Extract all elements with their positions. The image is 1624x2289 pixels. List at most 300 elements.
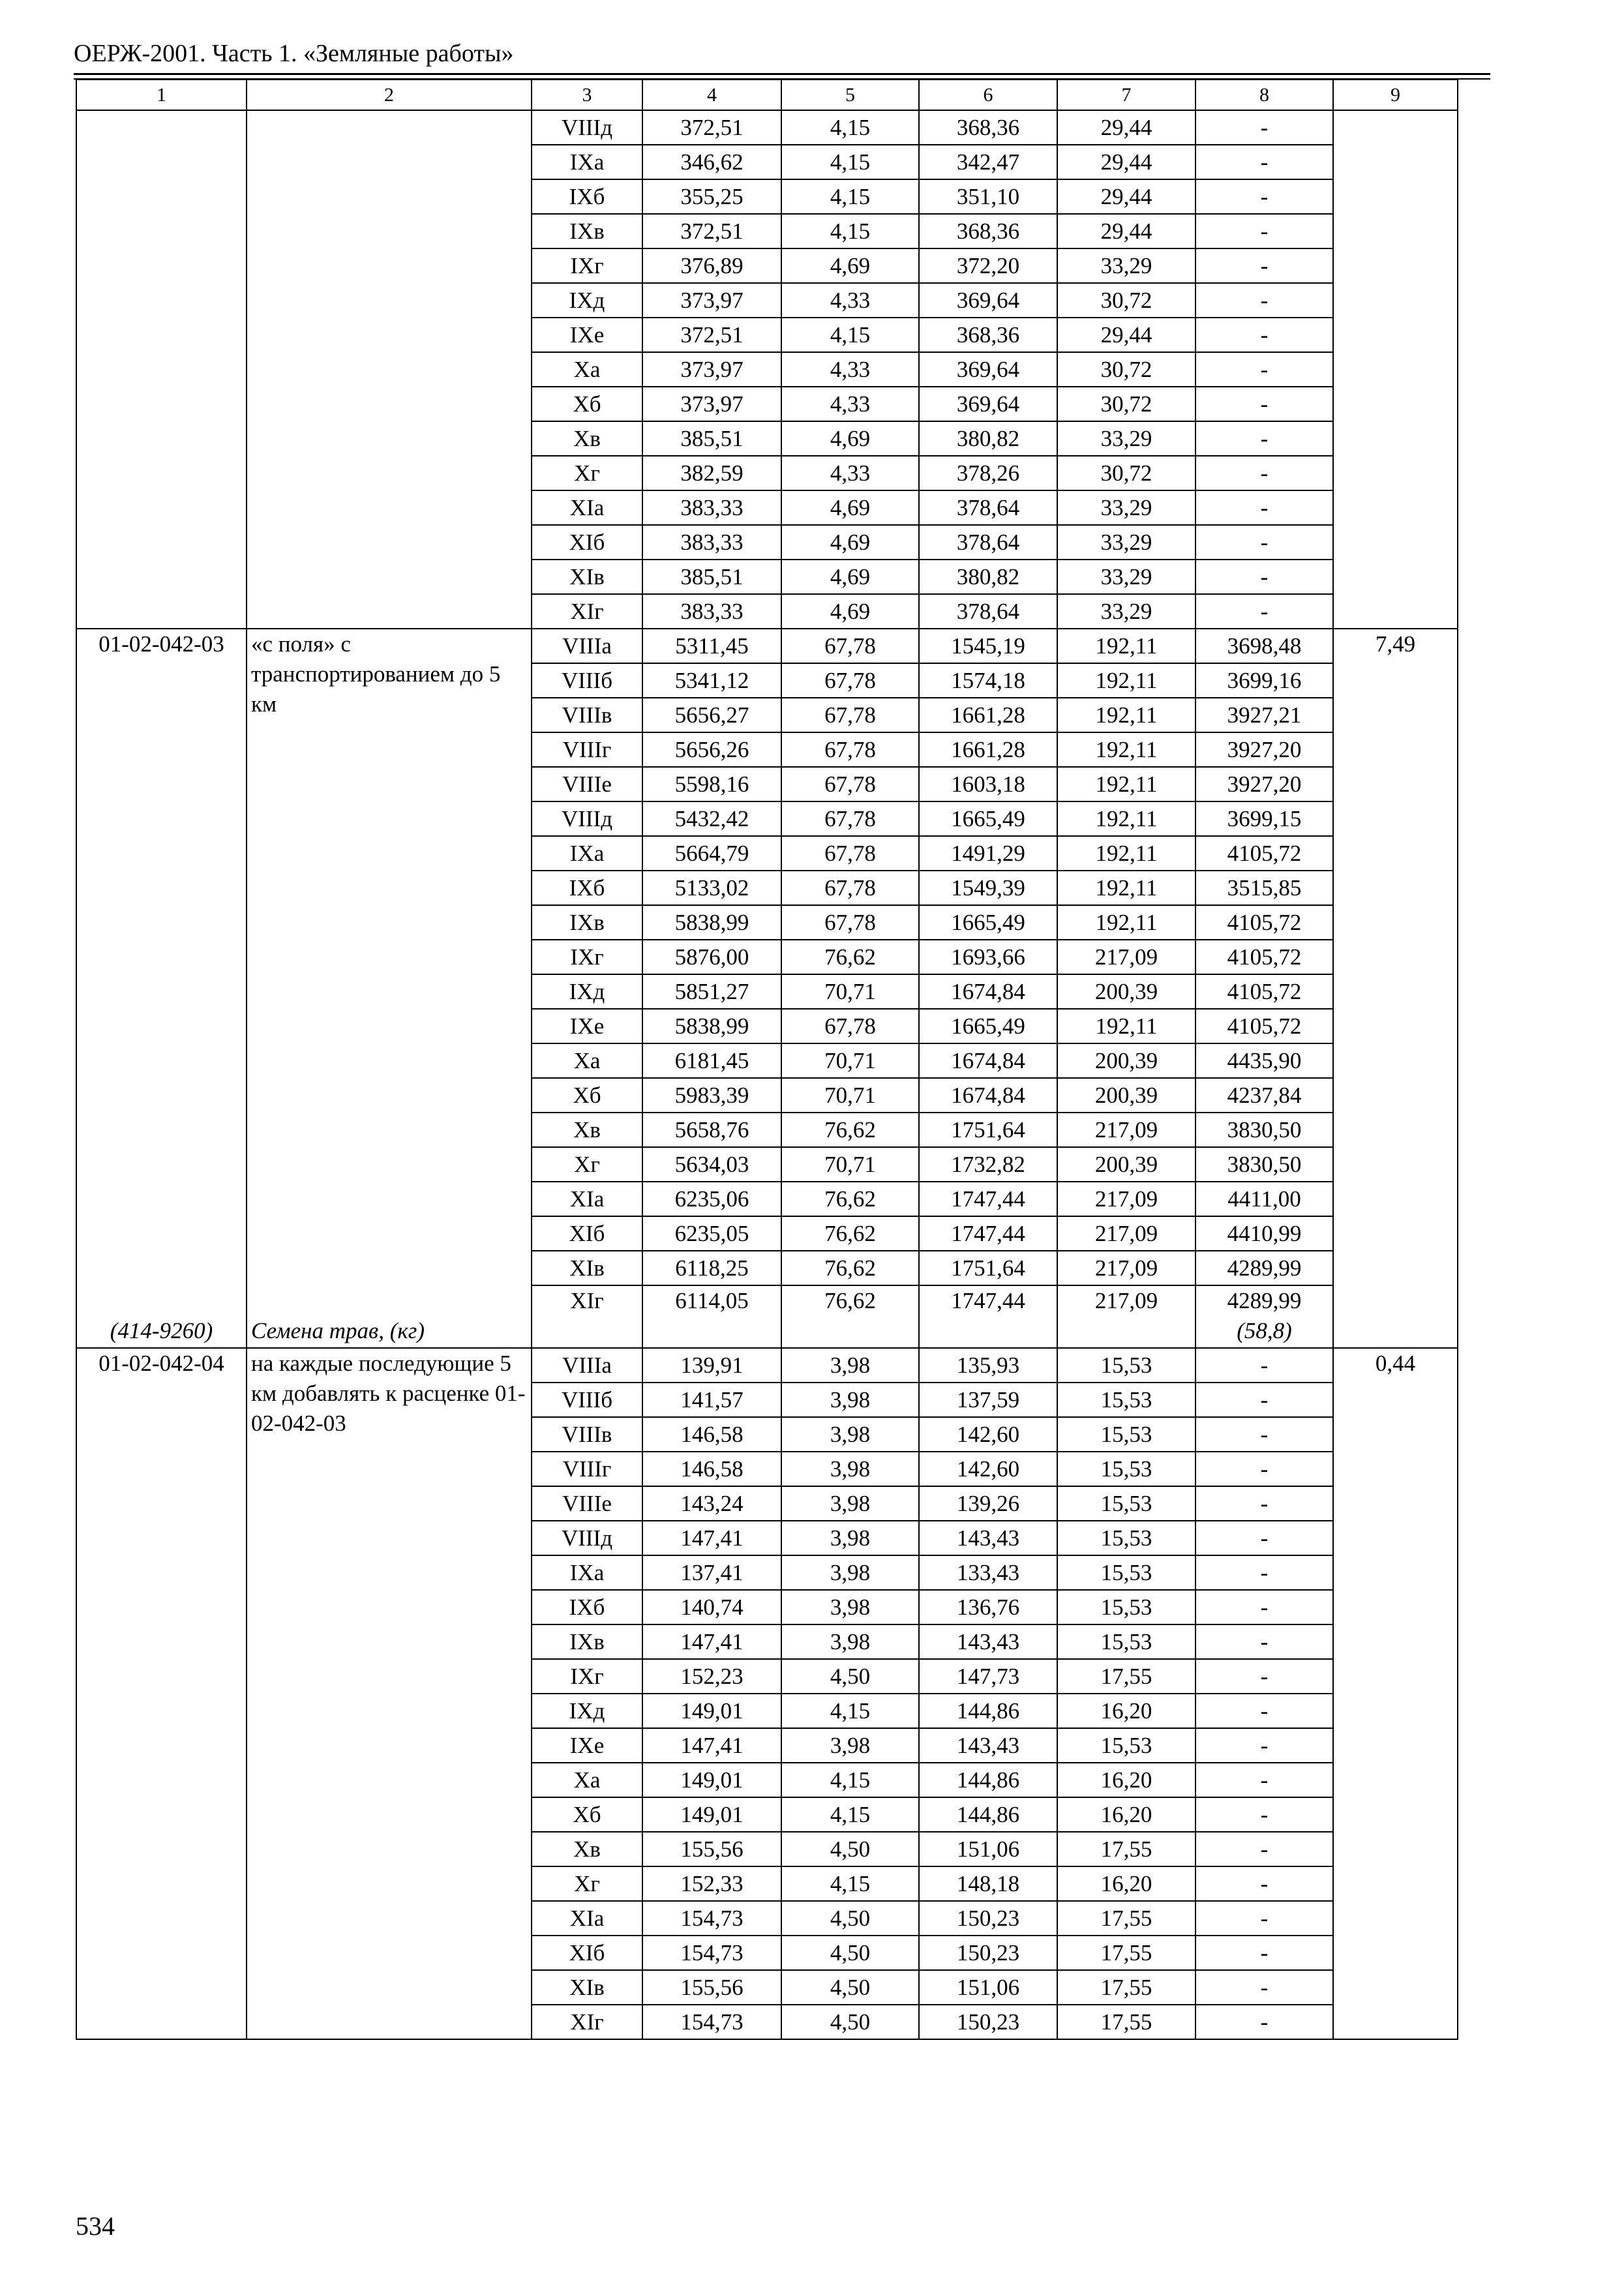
value-cell: 372,51: [642, 110, 781, 145]
value-cell: 4,15: [781, 318, 919, 352]
value-cell: 383,33: [642, 490, 781, 525]
value-cell: 3,98: [781, 1521, 919, 1555]
value-cell: 3830,50: [1195, 1147, 1333, 1182]
table-row: [76, 1348, 1458, 1383]
value-cell: 378,64: [919, 525, 1057, 560]
value-cell: 5133,02: [642, 871, 781, 905]
value-cell: 29,44: [1057, 145, 1195, 179]
soil-group-cell: XIг: [532, 594, 642, 629]
value-cell: 192,11: [1057, 801, 1195, 836]
rates-table: [76, 79, 1458, 2040]
value-cell: 70,71: [781, 1147, 919, 1182]
value-cell: 6118,25: [642, 1251, 781, 1285]
value-cell: 3698,48: [1195, 629, 1333, 663]
value-cell: 67,78: [781, 663, 919, 698]
value-cell: 4,69: [781, 525, 919, 560]
soil-group-cell: Xв: [532, 421, 642, 456]
soil-group-cell: IXг: [532, 1659, 642, 1694]
soil-group-cell: XIа: [532, 1182, 642, 1216]
column-number-row: [76, 80, 1458, 110]
value-cell: 192,11: [1057, 871, 1195, 905]
value-cell: 67,78: [781, 1009, 919, 1043]
value-cell: -: [1195, 1624, 1333, 1659]
soil-group-cell: VIIIв: [532, 1417, 642, 1452]
column-header: 5: [781, 80, 919, 110]
value-cell: 380,82: [919, 421, 1057, 456]
value-cell: 5598,16: [642, 767, 781, 801]
labor-cost-cell: 7,49: [1333, 629, 1458, 1348]
soil-group-cell: IXв: [532, 214, 642, 248]
value-cell: 76,62: [781, 1113, 919, 1147]
value-cell: -: [1195, 1417, 1333, 1452]
value-cell: 143,43: [919, 1624, 1057, 1659]
resource-quantity-note: (58,8): [1237, 1318, 1292, 1343]
value-cell: 151,06: [919, 1832, 1057, 1866]
value-cell: -: [1195, 490, 1333, 525]
value-cell: -: [1195, 1348, 1333, 1383]
value-cell: 6235,06: [642, 1182, 781, 1216]
soil-group-cell: XIг: [532, 1285, 642, 1348]
soil-group-cell: IXб: [532, 871, 642, 905]
value-cell: 4,50: [781, 1832, 919, 1866]
value-cell: 139,91: [642, 1348, 781, 1383]
value-cell: -: [1195, 1590, 1333, 1624]
value-cell: 192,11: [1057, 836, 1195, 871]
value-cell: 137,59: [919, 1383, 1057, 1417]
value-cell: 33,29: [1057, 525, 1195, 560]
soil-group-cell: Xб: [532, 387, 642, 421]
value-cell: 378,64: [919, 594, 1057, 629]
value-cell: 192,11: [1057, 732, 1195, 767]
value-cell: 3927,21: [1195, 698, 1333, 732]
value-cell: 155,56: [642, 1832, 781, 1866]
value-cell: 4289,99: [1195, 1251, 1333, 1285]
value-cell: -: [1195, 145, 1333, 179]
value-cell: 4,15: [781, 145, 919, 179]
value-cell: 147,41: [642, 1624, 781, 1659]
value-cell: 1491,29: [919, 836, 1057, 871]
soil-group-cell: IXв: [532, 905, 642, 940]
value-cell: 1674,84: [919, 1043, 1057, 1078]
value-cell: 372,51: [642, 318, 781, 352]
value-cell: 373,97: [642, 283, 781, 318]
value-cell: 147,41: [642, 1728, 781, 1763]
value-cell: 76,62: [781, 940, 919, 974]
value-cell: 76,62: [781, 1251, 919, 1285]
value-cell: 67,78: [781, 801, 919, 836]
value-cell: 149,01: [642, 1763, 781, 1797]
value-cell: 67,78: [781, 732, 919, 767]
value-cell: [1195, 1285, 1333, 1348]
value-cell: -: [1195, 110, 1333, 145]
value-cell: 3,98: [781, 1452, 919, 1486]
soil-group-cell: VIIIд: [532, 1521, 642, 1555]
value-cell: 151,06: [919, 1970, 1057, 2005]
value-cell: -: [1195, 1866, 1333, 1901]
soil-group-cell: VIIIб: [532, 1383, 642, 1417]
value-cell: 15,53: [1057, 1452, 1195, 1486]
rate-code-cell: [76, 1348, 247, 2039]
soil-group-cell: Xв: [532, 1113, 642, 1147]
soil-group-cell: IXе: [532, 1728, 642, 1763]
value-cell: 29,44: [1057, 179, 1195, 214]
value-cell: 5658,76: [642, 1113, 781, 1147]
rate-code: 01-02-042-04: [98, 1351, 224, 1376]
work-description: «с поля» с транспортированием до 5 км: [251, 631, 501, 717]
soil-group-cell: IXа: [532, 1555, 642, 1590]
value-cell: -: [1195, 387, 1333, 421]
value-cell: 150,23: [919, 2005, 1057, 2039]
value-cell: 4,15: [781, 1694, 919, 1728]
value-cell: 200,39: [1057, 974, 1195, 1009]
value-cell: -: [1195, 594, 1333, 629]
value-cell: 4105,72: [1195, 836, 1333, 871]
value-cell: 147,73: [919, 1659, 1057, 1694]
value-cell: 372,20: [919, 248, 1057, 283]
value-cell: 1747,44: [919, 1216, 1057, 1251]
value-cell: 1747,44: [919, 1182, 1057, 1216]
value-cell: 217,09: [1057, 1216, 1195, 1251]
value-cell: 346,62: [642, 145, 781, 179]
value-cell: 4,33: [781, 352, 919, 387]
value-cell: 6114,05: [642, 1285, 781, 1348]
value-cell: 192,11: [1057, 767, 1195, 801]
value-cell: 16,20: [1057, 1763, 1195, 1797]
value-cell: 4,15: [781, 214, 919, 248]
soil-group-cell: Xб: [532, 1078, 642, 1113]
resource-code-note: (414-9260): [110, 1318, 213, 1343]
value-cell: 3699,16: [1195, 663, 1333, 698]
work-description-cell: [247, 1348, 532, 2039]
column-header: 2: [247, 80, 532, 110]
value-cell: 5983,39: [642, 1078, 781, 1113]
soil-group-cell: XIв: [532, 1970, 642, 2005]
value-cell: 16,20: [1057, 1866, 1195, 1901]
column-header: 7: [1057, 80, 1195, 110]
soil-group-cell: Xа: [532, 1043, 642, 1078]
value-cell: 4237,84: [1195, 1078, 1333, 1113]
value-cell: 217,09: [1057, 940, 1195, 974]
value-cell: 70,71: [781, 1043, 919, 1078]
soil-group-cell: XIа: [532, 1901, 642, 1936]
value-cell: 4,50: [781, 1659, 919, 1694]
value-cell: 4,15: [781, 1763, 919, 1797]
value-cell: 385,51: [642, 421, 781, 456]
value-cell: 33,29: [1057, 490, 1195, 525]
soil-group-cell: IXд: [532, 283, 642, 318]
value-cell: 1674,84: [919, 974, 1057, 1009]
value-cell: 15,53: [1057, 1728, 1195, 1763]
value-cell: -: [1195, 1694, 1333, 1728]
soil-group-cell: VIIIг: [532, 732, 642, 767]
value-cell: 3,98: [781, 1728, 919, 1763]
value-cell: 4,69: [781, 594, 919, 629]
value-cell: 29,44: [1057, 318, 1195, 352]
value-cell: 1661,28: [919, 732, 1057, 767]
value-cell: -: [1195, 1555, 1333, 1590]
value-cell: 217,09: [1057, 1285, 1195, 1348]
soil-group-cell: VIIIб: [532, 663, 642, 698]
value-cell: 192,11: [1057, 905, 1195, 940]
value-cell: -: [1195, 1970, 1333, 2005]
page-number: 534: [76, 2211, 115, 2241]
resource-name-note: Семена трав, (кг): [251, 1318, 425, 1343]
soil-group-cell: XIг: [532, 2005, 642, 2039]
column-header: 4: [642, 80, 781, 110]
value-cell: 30,72: [1057, 352, 1195, 387]
value-cell: 148,18: [919, 1866, 1057, 1901]
value-cell: 4,50: [781, 1936, 919, 1970]
header-rule: [74, 73, 1490, 75]
value-cell: 15,53: [1057, 1383, 1195, 1417]
value-cell: 5634,03: [642, 1147, 781, 1182]
soil-group-cell: VIIIа: [532, 629, 642, 663]
value-cell: -: [1195, 1383, 1333, 1417]
value-cell: 149,01: [642, 1797, 781, 1832]
value-cell: 3515,85: [1195, 871, 1333, 905]
value-cell: 369,64: [919, 283, 1057, 318]
page-header-title: ОЕРЖ-2001. Часть 1. «Земляные работы»: [74, 40, 514, 67]
value-cell: 150,23: [919, 1901, 1057, 1936]
soil-group-cell: Xа: [532, 1763, 642, 1797]
value-cell: 1665,49: [919, 801, 1057, 836]
column-header: 6: [919, 80, 1057, 110]
value-cell: 4105,72: [1195, 905, 1333, 940]
value-cell: 144,86: [919, 1763, 1057, 1797]
value-cell: 380,82: [919, 560, 1057, 594]
value-cell: 16,20: [1057, 1694, 1195, 1728]
soil-group-cell: Xг: [532, 1147, 642, 1182]
soil-group-cell: IXа: [532, 145, 642, 179]
soil-group-cell: Xг: [532, 1866, 642, 1901]
value-cell: -: [1195, 318, 1333, 352]
value-cell: 76,62: [781, 1182, 919, 1216]
value-cell: 1665,49: [919, 1009, 1057, 1043]
value-cell: 1674,84: [919, 1078, 1057, 1113]
value-cell: 373,97: [642, 352, 781, 387]
value-cell: 136,76: [919, 1590, 1057, 1624]
column-header: 1: [76, 80, 247, 110]
value-cell: 30,72: [1057, 283, 1195, 318]
value-cell: 192,11: [1057, 698, 1195, 732]
value-cell: 4,69: [781, 421, 919, 456]
soil-group-cell: IXб: [532, 179, 642, 214]
value-cell: 30,72: [1057, 387, 1195, 421]
value-cell: 67,78: [781, 871, 919, 905]
value-cell: 217,09: [1057, 1182, 1195, 1216]
value-cell: 3,98: [781, 1624, 919, 1659]
soil-group-cell: VIIIг: [532, 1452, 642, 1486]
value-cell: 141,57: [642, 1383, 781, 1417]
value-cell: 4,69: [781, 248, 919, 283]
value-cell: 4,33: [781, 456, 919, 490]
rate-code-cell: [76, 110, 247, 629]
value-cell: 1693,66: [919, 940, 1057, 974]
value-cell: 142,60: [919, 1452, 1057, 1486]
value-cell: 192,11: [1057, 1009, 1195, 1043]
value-cell: 67,78: [781, 905, 919, 940]
value-cell: 351,10: [919, 179, 1057, 214]
soil-group-cell: VIIIд: [532, 110, 642, 145]
value-cell: 200,39: [1057, 1043, 1195, 1078]
value-cell: 378,26: [919, 456, 1057, 490]
value-cell: 1603,18: [919, 767, 1057, 801]
rate-code-cell: [76, 629, 247, 1348]
value-cell: 5876,00: [642, 940, 781, 974]
value-cell: 382,59: [642, 456, 781, 490]
soil-group-cell: IXб: [532, 1590, 642, 1624]
value-cell: 369,64: [919, 387, 1057, 421]
value-cell: 17,55: [1057, 1659, 1195, 1694]
value-cell: -: [1195, 2005, 1333, 2039]
value-cell: 17,55: [1057, 2005, 1195, 2039]
value-cell: 30,72: [1057, 456, 1195, 490]
work-description-cell: [247, 110, 532, 629]
value-cell: 142,60: [919, 1417, 1057, 1452]
value-cell: 152,23: [642, 1659, 781, 1694]
value-cell: 6235,05: [642, 1216, 781, 1251]
soil-group-cell: IXг: [532, 940, 642, 974]
value-cell: 154,73: [642, 1901, 781, 1936]
soil-group-cell: Xг: [532, 456, 642, 490]
value-cell: 5851,27: [642, 974, 781, 1009]
value-cell: 143,43: [919, 1728, 1057, 1763]
value-cell: 67,78: [781, 836, 919, 871]
soil-group-cell: XIб: [532, 1936, 642, 1970]
value-cell: 67,78: [781, 767, 919, 801]
value-cell: 4,15: [781, 1797, 919, 1832]
value-cell: 1665,49: [919, 905, 1057, 940]
value-cell: 200,39: [1057, 1147, 1195, 1182]
value-cell: 133,43: [919, 1555, 1057, 1590]
value-cell: 3927,20: [1195, 767, 1333, 801]
value-cell: 373,97: [642, 387, 781, 421]
value-cell: 146,58: [642, 1417, 781, 1452]
value-cell: 383,33: [642, 525, 781, 560]
value-cell: 4,69: [781, 560, 919, 594]
soil-group-cell: IXе: [532, 318, 642, 352]
value-cell: 154,73: [642, 2005, 781, 2039]
soil-group-cell: VIIIе: [532, 1486, 642, 1521]
value-cell: -: [1195, 1728, 1333, 1763]
value-cell: 15,53: [1057, 1624, 1195, 1659]
value-cell: 3,98: [781, 1417, 919, 1452]
value-cell: 1732,82: [919, 1147, 1057, 1182]
soil-group-cell: VIIIе: [532, 767, 642, 801]
value-cell: -: [1195, 560, 1333, 594]
value-cell: 3830,50: [1195, 1113, 1333, 1147]
soil-group-cell: IXг: [532, 248, 642, 283]
value-cell: 1751,64: [919, 1251, 1057, 1285]
value-cell: 5656,27: [642, 698, 781, 732]
value-cell: -: [1195, 456, 1333, 490]
value-cell: 378,64: [919, 490, 1057, 525]
value-cell: -: [1195, 1797, 1333, 1832]
value-cell: 135,93: [919, 1348, 1057, 1383]
value-cell: 383,33: [642, 594, 781, 629]
value-cell: 3699,15: [1195, 801, 1333, 836]
value-cell: 17,55: [1057, 1936, 1195, 1970]
value-cell: -: [1195, 1763, 1333, 1797]
column-header: 9: [1333, 80, 1458, 110]
value-cell: -: [1195, 1452, 1333, 1486]
value-cell: 5656,26: [642, 732, 781, 767]
soil-group-cell: XIб: [532, 1216, 642, 1251]
value-cell: 3,98: [781, 1555, 919, 1590]
value-cell: 385,51: [642, 560, 781, 594]
value-cell: 1545,19: [919, 629, 1057, 663]
value-cell: 355,25: [642, 179, 781, 214]
work-description-cell: [247, 629, 532, 1348]
value-cell: 15,53: [1057, 1486, 1195, 1521]
value-cell: 368,36: [919, 110, 1057, 145]
value-cell: 137,41: [642, 1555, 781, 1590]
value-cell: 33,29: [1057, 248, 1195, 283]
soil-group-cell: XIа: [532, 490, 642, 525]
soil-group-cell: VIIIв: [532, 698, 642, 732]
value-cell: 16,20: [1057, 1797, 1195, 1832]
labor-cost-cell: 0,44: [1333, 1348, 1458, 2039]
value-cell: 369,64: [919, 352, 1057, 387]
value-cell: 4411,00: [1195, 1182, 1333, 1216]
value-cell: 5311,45: [642, 629, 781, 663]
value-cell: 342,47: [919, 145, 1057, 179]
value-cell: 76,62: [781, 1285, 919, 1348]
value-cell: 70,71: [781, 1078, 919, 1113]
value-cell: 154,73: [642, 1936, 781, 1970]
value-cell: 15,53: [1057, 1417, 1195, 1452]
value-cell: 33,29: [1057, 560, 1195, 594]
value-cell: 15,53: [1057, 1348, 1195, 1383]
value-cell: 3,98: [781, 1486, 919, 1521]
soil-group-cell: VIIIа: [532, 1348, 642, 1383]
value-cell: -: [1195, 1521, 1333, 1555]
value-cell: 4,15: [781, 179, 919, 214]
value-cell: 6181,45: [642, 1043, 781, 1078]
value-cell: 200,39: [1057, 1078, 1195, 1113]
value-cell: 4105,72: [1195, 940, 1333, 974]
table-row: [76, 629, 1458, 663]
soil-group-cell: IXд: [532, 1694, 642, 1728]
value-cell: 192,11: [1057, 663, 1195, 698]
value-cell: 4410,99: [1195, 1216, 1333, 1251]
value-cell: 1751,64: [919, 1113, 1057, 1147]
value-cell: -: [1195, 283, 1333, 318]
soil-group-cell: XIв: [532, 560, 642, 594]
value-cell: 70,71: [781, 974, 919, 1009]
work-description: на каждые последующие 5 км добавлять к расценке 01-02-042-03: [251, 1351, 526, 1436]
value-cell: 152,33: [642, 1866, 781, 1901]
value-cell: 368,36: [919, 318, 1057, 352]
soil-group-cell: IXа: [532, 836, 642, 871]
value-cell: 17,55: [1057, 1901, 1195, 1936]
value-cell: 15,53: [1057, 1590, 1195, 1624]
value-cell: -: [1195, 179, 1333, 214]
value-cell: 150,23: [919, 1936, 1057, 1970]
value-cell: 4,33: [781, 283, 919, 318]
value-cell: 146,58: [642, 1452, 781, 1486]
value-cell: -: [1195, 214, 1333, 248]
value-cell: -: [1195, 1936, 1333, 1970]
soil-group-cell: VIIIд: [532, 801, 642, 836]
value-cell: 1661,28: [919, 698, 1057, 732]
value-cell: 3,98: [781, 1383, 919, 1417]
rate-code: 01-02-042-03: [98, 631, 224, 657]
value-cell: 3,98: [781, 1590, 919, 1624]
value-cell: 139,26: [919, 1486, 1057, 1521]
soil-group-cell: IXв: [532, 1624, 642, 1659]
value-cell: 4105,72: [1195, 974, 1333, 1009]
